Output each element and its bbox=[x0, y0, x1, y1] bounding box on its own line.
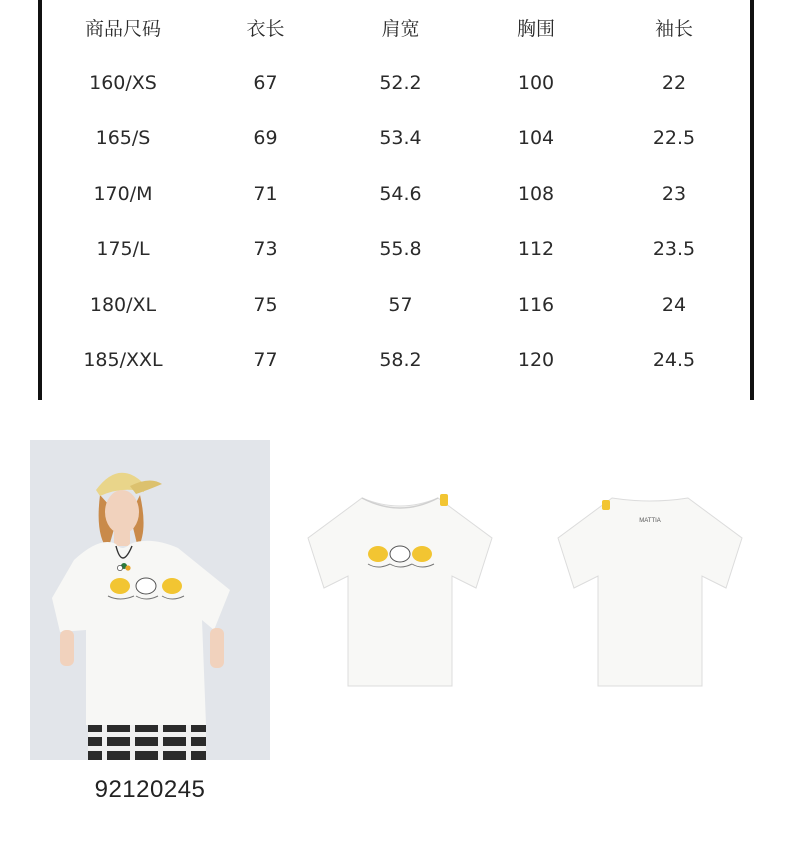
header-row bbox=[48, 0, 744, 55]
cell-shoulder: 58.2 bbox=[379, 349, 422, 372]
chart-border-right bbox=[750, 0, 754, 400]
cell-size: 170/M bbox=[93, 182, 153, 205]
cell-sleeve: 22.5 bbox=[652, 127, 696, 150]
back-print-text: MATTIA bbox=[639, 518, 661, 524]
cell-size: 180/XL bbox=[89, 293, 157, 316]
header-shoulder: 肩宽 bbox=[381, 18, 420, 40]
cell-sleeve: 23.5 bbox=[652, 238, 696, 261]
cell-length: 71 bbox=[253, 182, 278, 205]
cell-chest: 104 bbox=[517, 127, 555, 150]
cell-chest: 116 bbox=[517, 293, 555, 316]
header-length: 衣长 bbox=[246, 18, 285, 40]
cell-size: 160/XS bbox=[89, 71, 157, 94]
tshirt-back-illustration bbox=[550, 480, 750, 740]
cell-shoulder: 55.8 bbox=[379, 238, 422, 261]
cell-sleeve: 22 bbox=[661, 71, 687, 94]
cell-length: 69 bbox=[253, 127, 278, 150]
cell-chest: 112 bbox=[517, 238, 555, 261]
header-chest: 胸围 bbox=[516, 18, 555, 40]
cell-length: 73 bbox=[253, 238, 278, 261]
table-row bbox=[48, 111, 744, 167]
cell-sleeve: 23 bbox=[661, 182, 687, 205]
cell-shoulder: 54.6 bbox=[379, 182, 422, 205]
cell-length: 75 bbox=[253, 293, 278, 316]
table-row bbox=[48, 55, 744, 111]
cell-chest: 108 bbox=[517, 182, 555, 205]
cell-chest: 100 bbox=[517, 71, 555, 94]
product-photos bbox=[0, 440, 790, 820]
cell-shoulder: 57 bbox=[388, 293, 413, 316]
table-row bbox=[48, 166, 744, 222]
cell-length: 77 bbox=[253, 349, 278, 372]
table-row bbox=[48, 277, 744, 333]
model-illustration bbox=[30, 440, 270, 760]
header-size: 商品尺码 bbox=[84, 18, 161, 40]
cell-length: 67 bbox=[253, 71, 278, 94]
tshirt-front-photo bbox=[300, 480, 500, 740]
size-chart bbox=[38, 0, 754, 400]
chart-border-left bbox=[38, 0, 42, 400]
cell-sleeve: 24 bbox=[661, 293, 687, 316]
header-sleeve: 袖长 bbox=[654, 18, 693, 40]
cell-sleeve: 24.5 bbox=[652, 349, 696, 372]
cell-size: 165/S bbox=[95, 127, 151, 150]
cell-shoulder: 52.2 bbox=[379, 71, 422, 94]
tshirt-front-illustration bbox=[300, 480, 500, 740]
size-table bbox=[48, 0, 744, 388]
product-code: 92120245 bbox=[94, 776, 206, 803]
cell-chest: 120 bbox=[517, 349, 555, 372]
cell-shoulder: 53.4 bbox=[379, 127, 422, 150]
cell-size: 175/L bbox=[96, 238, 150, 261]
cell-size: 185/XXL bbox=[83, 349, 163, 372]
model-photo bbox=[30, 440, 270, 760]
tshirt-back-photo bbox=[550, 480, 750, 740]
table-row bbox=[48, 222, 744, 278]
table-row bbox=[48, 333, 744, 389]
